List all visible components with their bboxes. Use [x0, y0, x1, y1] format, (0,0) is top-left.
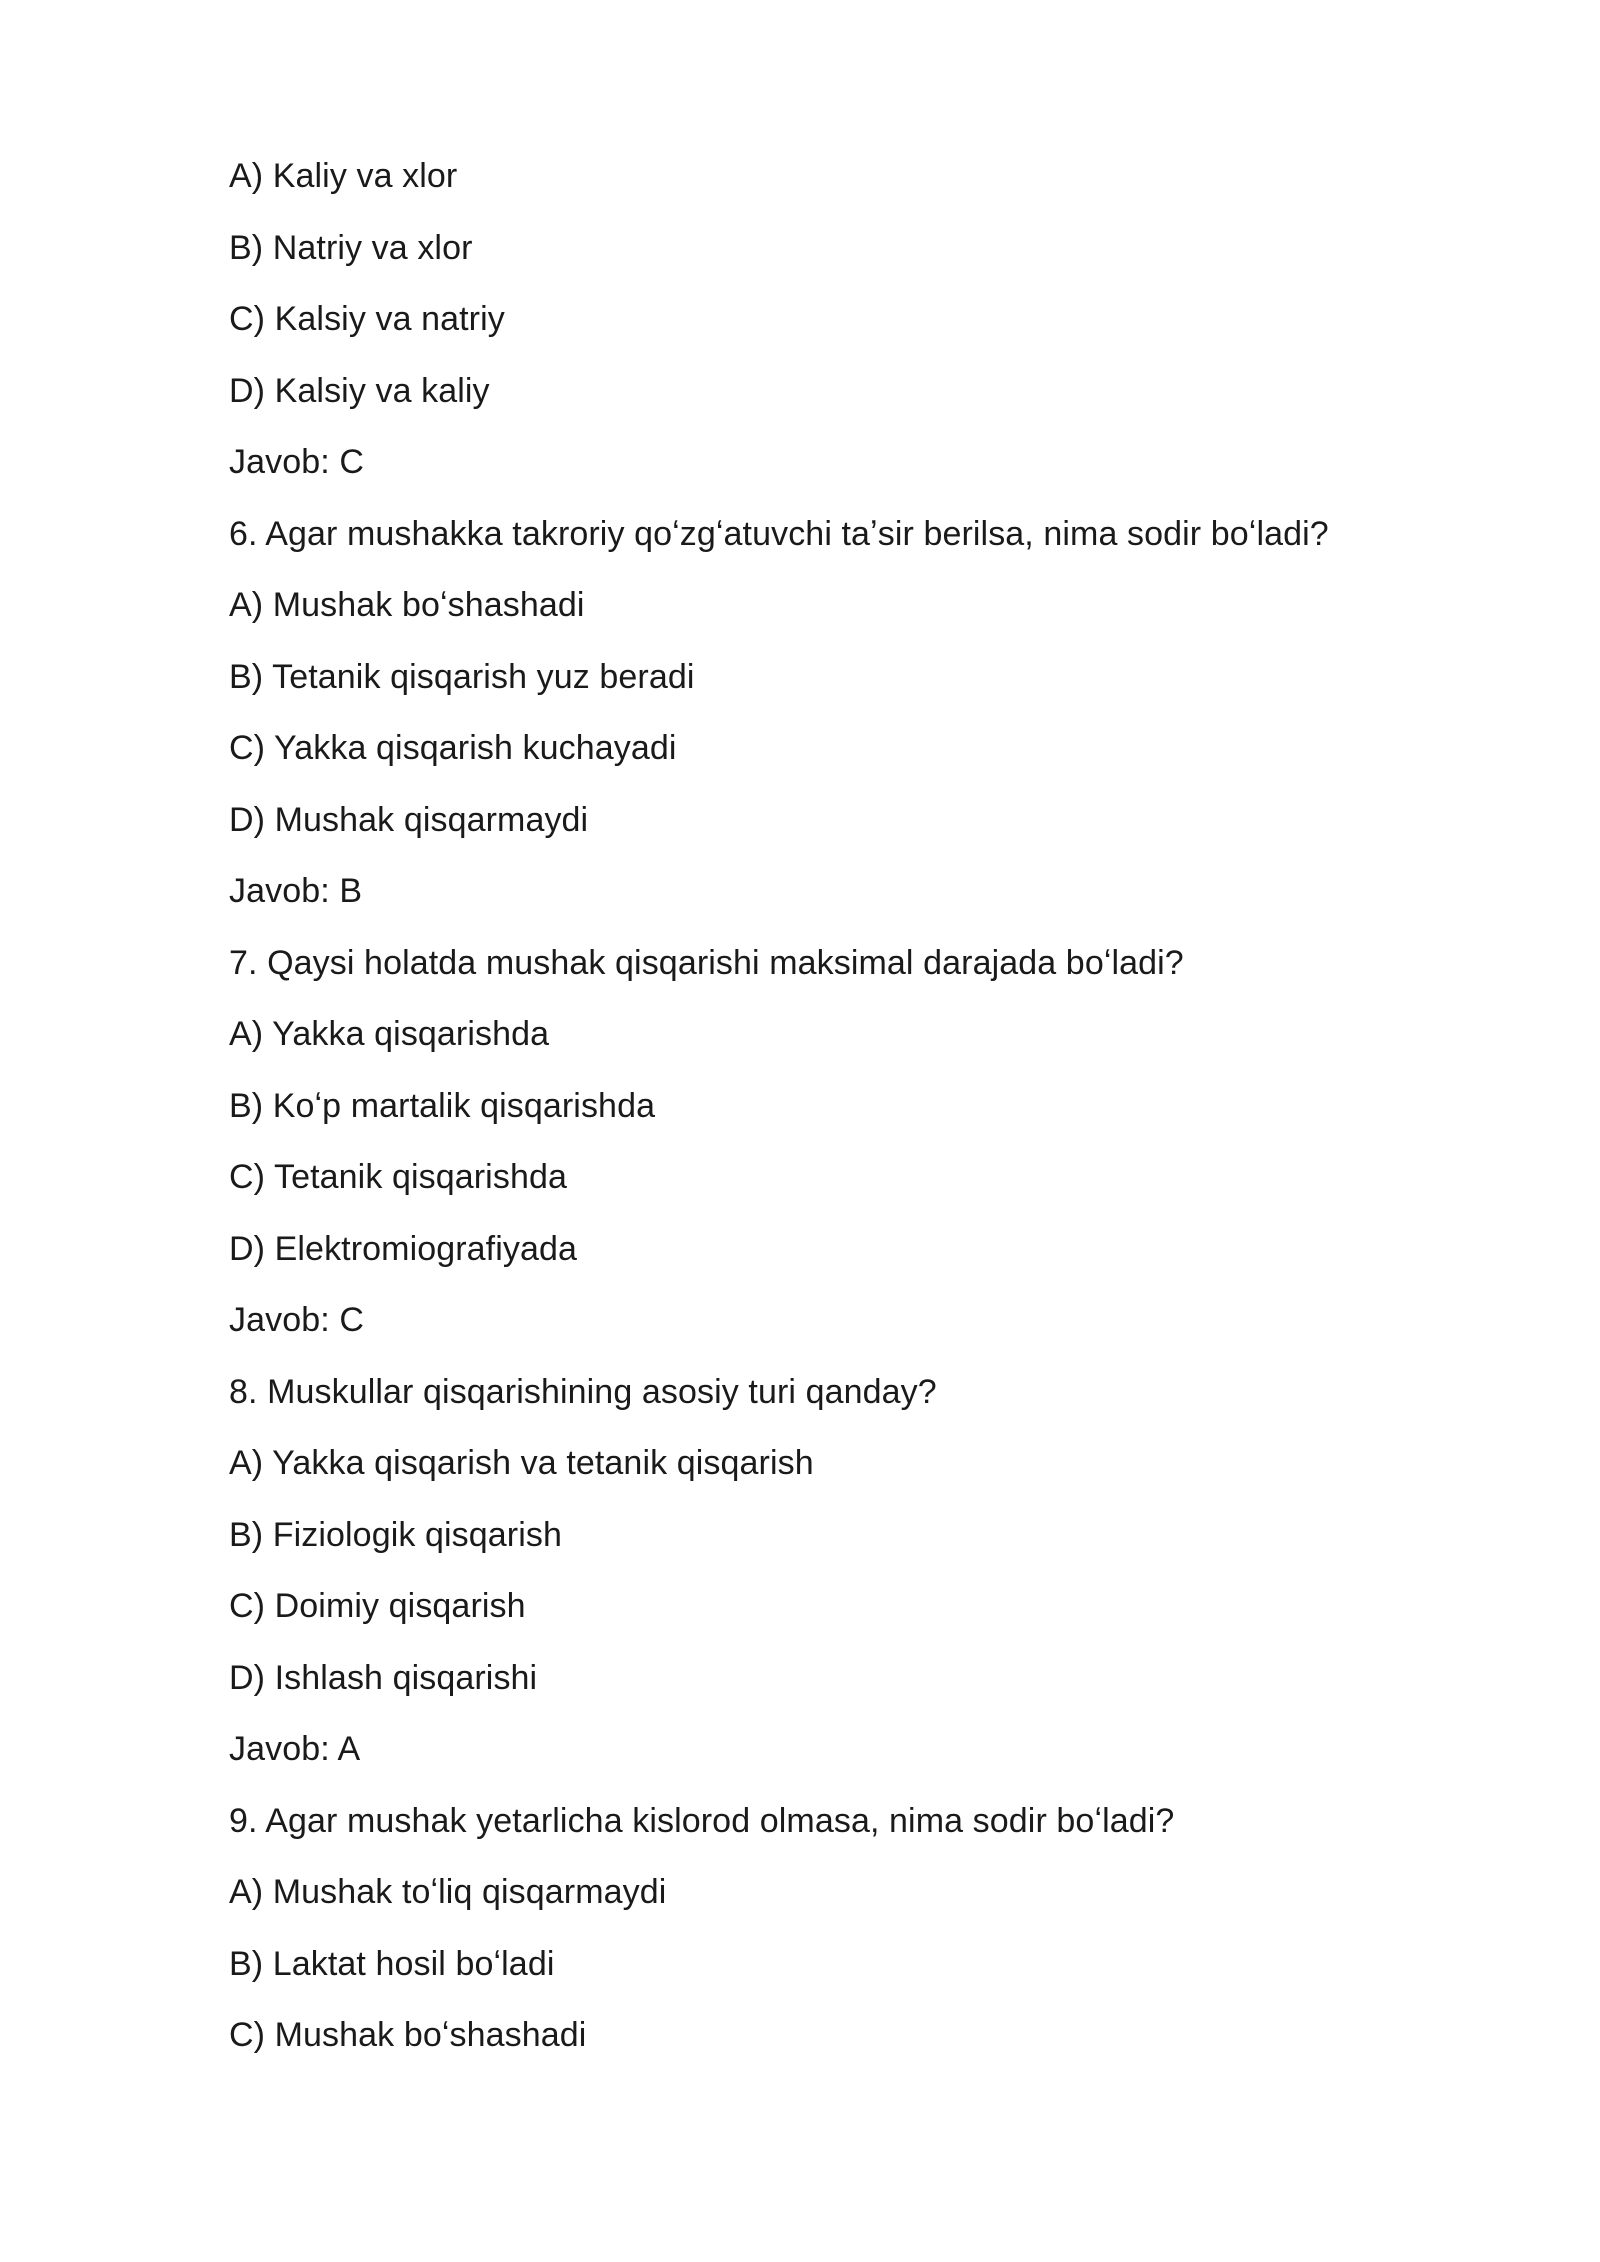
option-d-q6: D) Mushak qisqarmaydi — [229, 800, 589, 839]
option-b-q8: B) Fiziologik qisqarish — [229, 1515, 562, 1554]
option-a-q6: A) Mushak boʻshashadi — [229, 586, 585, 624]
option-a-q8: A) Yakka qisqarish va tetanik qisqarish — [229, 1444, 814, 1482]
option-c-q6: C) Yakka qisqarish kuchayadi — [229, 729, 677, 767]
option-d-q8: D) Ishlash qisqarishi — [229, 1658, 538, 1697]
option-a-q5: A) Kaliy va xlor — [229, 157, 458, 195]
option-d-q7: D) Elektromiografiyada — [229, 1229, 577, 1268]
answer-q7: Javob: C — [229, 1301, 364, 1339]
option-a-q7: A) Yakka qisqarishda — [229, 1015, 550, 1053]
option-b-q7: B) Koʻp martalik qisqarishda — [229, 1086, 656, 1125]
document-content — [229, 148, 1429, 2079]
answer-q8: Javob: A — [229, 1730, 361, 1768]
option-a-q9: A) Mushak toʻliq qisqarmaydi — [229, 1873, 667, 1911]
option-b-q9: B) Laktat hosil boʻladi — [229, 1944, 555, 1983]
question-6: 6. Agar mushakka takroriy qoʻzgʻatuvchi taʼsir berilsa, nima sodir boʻladi? — [229, 514, 1329, 553]
question-7: 7. Qaysi holatda mushak qisqarishi maksimal darajada boʻladi? — [229, 943, 1184, 982]
answer-q6: Javob: B — [229, 872, 363, 910]
question-8: 8. Muskullar qisqarishining asosiy turi qanday? — [229, 1372, 937, 1411]
option-c-q9: C) Mushak boʻshashadi — [229, 2016, 587, 2054]
option-b-q5: B) Natriy va xlor — [229, 228, 473, 267]
option-d-q5: D) Kalsiy va kaliy — [229, 371, 490, 410]
option-c-q5: C) Kalsiy va natriy — [229, 300, 505, 338]
option-b-q6: B) Tetanik qisqarish yuz beradi — [229, 657, 695, 696]
option-c-q7: C) Tetanik qisqarishda — [229, 1158, 567, 1196]
option-c-q8: C) Doimiy qisqarish — [229, 1587, 526, 1625]
answer-q5: Javob: C — [229, 443, 364, 481]
question-9: 9. Agar mushak yetarlicha kislorod olmasa, nima sodir boʻladi? — [229, 1801, 1175, 1840]
